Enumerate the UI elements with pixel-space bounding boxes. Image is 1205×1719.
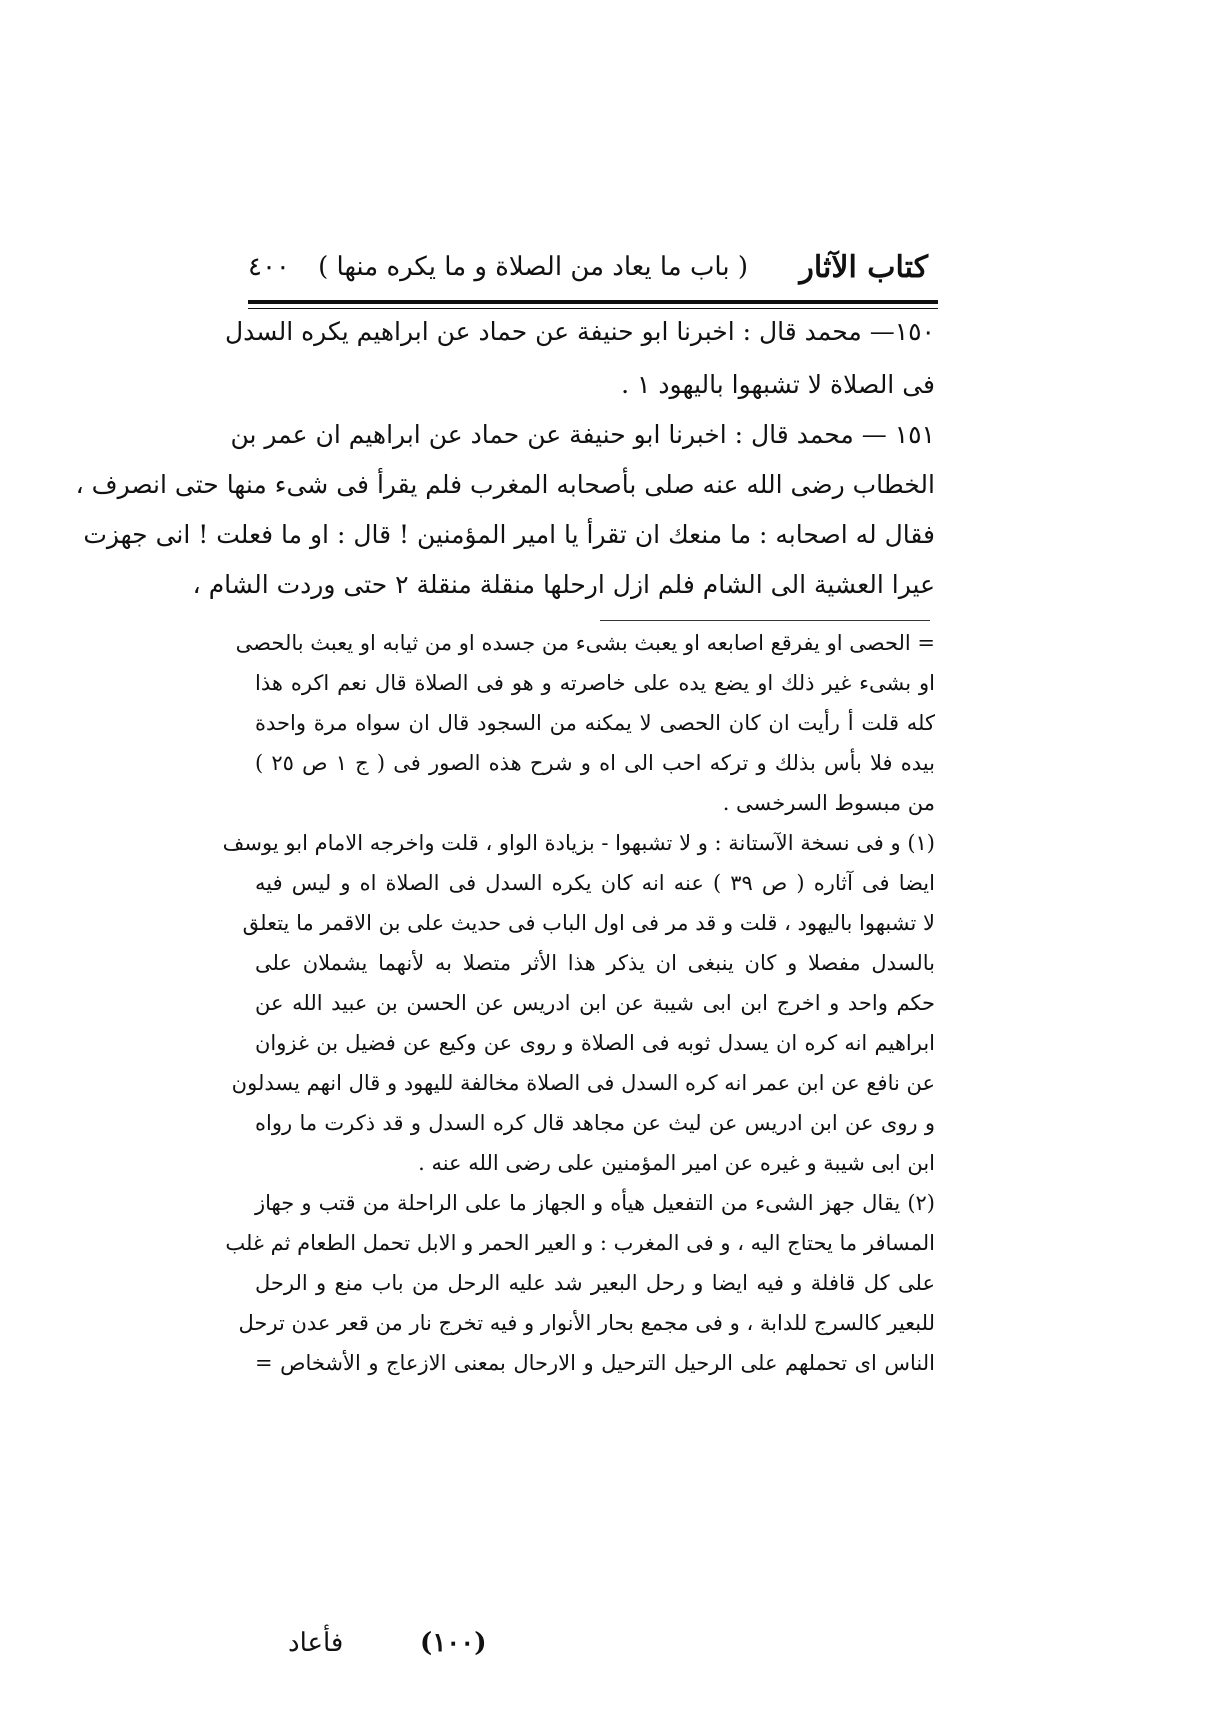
footnote-line: المسافر ما يحتاج اليه ، و فى المغرب : و العير الحمر و الابل تحمل الطعام ثم غلب xyxy=(225,1231,935,1255)
footnote-line: الناس اى تحملهم على الرحيل الترحيل و الارحال بمعنى الازعاج و الأشخاص = xyxy=(255,1351,935,1375)
footnote-line: لا تشبهوا باليهود ، قلت و قد مر فى اول الباب فى حديث على بن الاقمر ما يتعلق xyxy=(242,911,935,935)
book-title: كتاب الآثار xyxy=(799,250,928,285)
footnote-line: (٢) يقال جهز الشىء من التفعيل هيأه و الجهاز ما على الراحلة من قتب و جهاز xyxy=(255,1191,935,1215)
footnote-line: للبعير كالسرج للدابة ، و فى مجمع بحار الأنوار و فيه تخرج نار من قعر عدن ترحل xyxy=(238,1311,935,1335)
footnote-line: و روى عن ابن ادريس عن ليث عن مجاهد قال كره السدل و قد ذكرت ما رواه xyxy=(255,1111,935,1135)
chapter-title: ( باب ما يعاد من الصلاة و ما يكره منها ) xyxy=(318,252,748,282)
header-rule-thick xyxy=(248,300,938,304)
page-number: ٤٠٠ xyxy=(248,252,290,282)
footnote-line: (١) و فى نسخة الآستانة : و لا تشبهوا - بزيادة الواو ، قلت واخرجه الامام ابو يوسف xyxy=(222,831,935,855)
signature-number: (١٠٠) xyxy=(420,1628,487,1658)
footnote-line: = الحصى او يفرقع اصابعه او يعبث بشىء من جسده او من ثيابه او يعبث بالحصى xyxy=(235,631,935,655)
main-line: فى الصلاة لا تشبهوا باليهود ١ . xyxy=(621,370,935,399)
catchword: فأعاد xyxy=(288,1628,344,1658)
footnote-line: او بشىء غير ذلك او يضع يده على خاصرته و هو فى الصلاة قال نعم اكره هذا xyxy=(255,671,935,695)
main-line: ١٥١ — محمد قال : اخبرنا ابو حنيفة عن حماد عن ابراهيم ان عمر بن xyxy=(230,420,935,449)
footnote-line: كله قلت أ رأيت ان كان الحصى لا يمكنه من السجود قال ان سواه مرة واحدة xyxy=(255,711,935,735)
footnote-line: ابن ابى شيبة و غيره عن امير المؤمنين على رضى الله عنه . xyxy=(418,1151,935,1175)
footnote-line: حكم واحد و اخرج ابن ابى شيبة عن ابن ادريس عن الحسن بن عبيد الله عن xyxy=(255,991,935,1015)
footnote-line: ابراهيم انه كره ان يسدل ثوبه فى الصلاة و روى عن وكيع عن فضيل بن غزوان xyxy=(255,1031,935,1055)
running-header xyxy=(248,250,928,294)
header-rule-thin xyxy=(248,308,938,309)
footnote-separator xyxy=(600,620,930,621)
main-line: الخطاب رضى الله عنه صلى بأصحابه المغرب فلم يقرأ فى شىء منها حتى انصرف ، xyxy=(75,470,935,499)
main-line: فقال له اصحابه : ما منعك ان تقرأ يا امير المؤمنين ! قال : او ما فعلت ! انى جهزت xyxy=(83,520,935,549)
main-line: عيرا العشية الى الشام فلم ازل ارحلها منقلة منقلة ٢ حتى وردت الشام ، xyxy=(192,570,935,599)
main-line: ١٥٠— محمد قال : اخبرنا ابو حنيفة عن حماد عن ابراهيم يكره السدل xyxy=(224,317,935,346)
footnote-line: بيده فلا بأس بذلك و تركه احب الى اه و شرح هذه الصور فى ( ج ١ ص ٢٥ ) xyxy=(255,751,935,775)
footnote-line: عن نافع عن ابن عمر انه كره السدل فى الصلاة مخالفة لليهود و قال انهم يسدلون xyxy=(231,1071,935,1095)
footnote-line: ايضا فى آثاره ( ص ٣٩ ) عنه انه كان يكره السدل فى الصلاة اه و ليس فيه xyxy=(255,871,935,895)
footnote-line: بالسدل مفصلا و كان ينبغى ان يذكر هذا الأثر متصلا به لأنهما يشملان على xyxy=(255,951,935,975)
footnote-line: من مبسوط السرخسى . xyxy=(722,791,935,815)
footnote-line: على كل قافلة و فيه ايضا و رحل البعير شد عليه الرحل من باب منع و الرحل xyxy=(255,1271,935,1295)
